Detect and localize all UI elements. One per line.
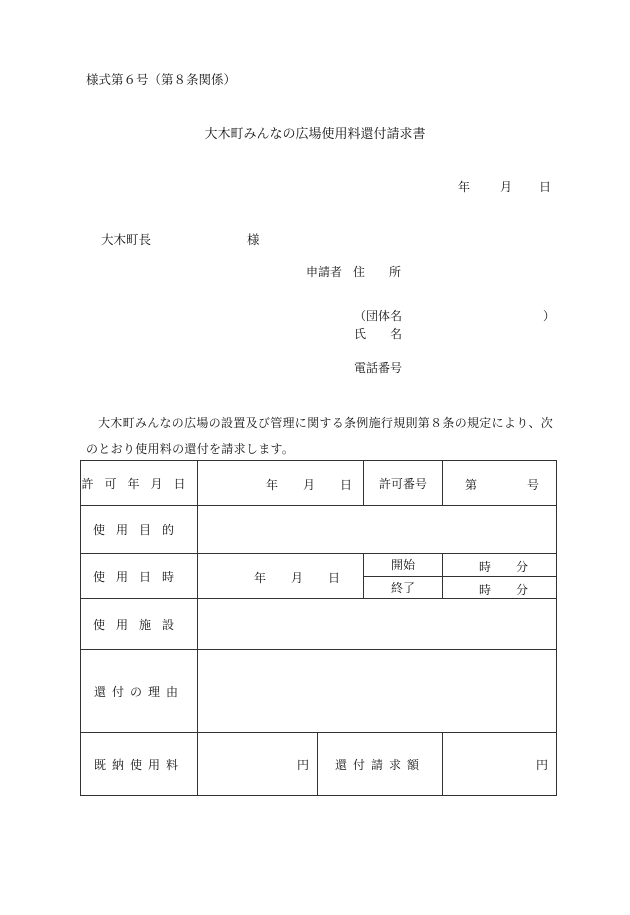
- applicant-label: 申請者: [306, 265, 343, 279]
- permit-month: 月: [303, 478, 316, 492]
- datetime-label: 使用日時: [92, 569, 185, 584]
- reason-field[interactable]: [198, 650, 557, 733]
- use-year: 年: [254, 571, 267, 585]
- use-month: 月: [291, 571, 304, 585]
- address-label: 住 所: [353, 265, 402, 279]
- addressee: 大木町長: [101, 232, 152, 247]
- permit-number-suffix: 号: [527, 478, 540, 492]
- group-name-close: ）: [543, 309, 556, 323]
- permit-date-label-cell: [81, 461, 198, 506]
- paid-fee-label-cell: [81, 733, 198, 796]
- end-label-cell: [364, 576, 443, 599]
- end-minute-unit: 分: [516, 582, 529, 597]
- end-hour-unit: 時: [479, 582, 492, 597]
- permit-date-label: 許可年月日: [81, 476, 197, 491]
- start-label: 開始: [390, 558, 415, 573]
- paid-fee-label: 既納使用料: [93, 757, 184, 772]
- date-year: 年: [458, 180, 471, 194]
- start-time-field[interactable]: [443, 554, 557, 577]
- datetime-label-cell: [81, 554, 198, 599]
- name-label: 氏 名: [354, 327, 403, 341]
- group-name-open: （団体名: [354, 309, 403, 323]
- permit-day: 日: [340, 478, 353, 492]
- facility-label: 使用施設: [92, 617, 185, 632]
- purpose-field[interactable]: [198, 506, 557, 554]
- permit-number-field[interactable]: [443, 461, 557, 506]
- datetime-date-field[interactable]: [198, 554, 364, 599]
- purpose-label: 使用目的: [92, 523, 185, 537]
- reason-label-cell: [81, 650, 198, 733]
- refund-amount-field[interactable]: [443, 733, 557, 796]
- start-minute-unit: 分: [516, 560, 529, 575]
- permit-number-prefix: 第: [465, 478, 478, 492]
- start-hour-unit: 時: [479, 560, 492, 575]
- permit-number-label-cell: [364, 461, 443, 506]
- honorific: 様: [247, 232, 260, 247]
- facility-field[interactable]: [198, 599, 557, 650]
- date-month: 月: [500, 180, 513, 194]
- document-title: 大木町みんなの広場使用料還付請求書: [204, 127, 426, 142]
- facility-label-cell: [81, 599, 198, 650]
- form-number: 様式第６号（第８条関係）: [86, 72, 237, 87]
- date-day: 日: [539, 180, 552, 194]
- start-label-cell: [364, 554, 443, 577]
- purpose-label-cell: [81, 506, 198, 554]
- paid-fee-yen: 円: [296, 757, 309, 772]
- phone-label: 電話番号: [354, 361, 403, 375]
- end-time-field[interactable]: [443, 576, 557, 599]
- permit-date-field[interactable]: [198, 461, 364, 506]
- permit-number-label: 許可番号: [378, 476, 427, 491]
- refund-form-table: [80, 460, 557, 796]
- request-statement: 大木町みんなの広場の設置及び管理に関する条例施行規則第８条の規定により、次のとおり使用料の還付を請求します。: [86, 416, 554, 456]
- paid-fee-field[interactable]: [198, 733, 318, 796]
- permit-year: 年: [266, 478, 279, 492]
- reason-label: 還付の理由: [93, 684, 184, 699]
- end-label: 終了: [390, 580, 415, 595]
- refund-amount-yen: 円: [535, 757, 548, 772]
- use-day: 日: [328, 571, 341, 585]
- refund-amount-label: 還付請求額: [334, 757, 425, 772]
- refund-amount-label-cell: [318, 733, 443, 796]
